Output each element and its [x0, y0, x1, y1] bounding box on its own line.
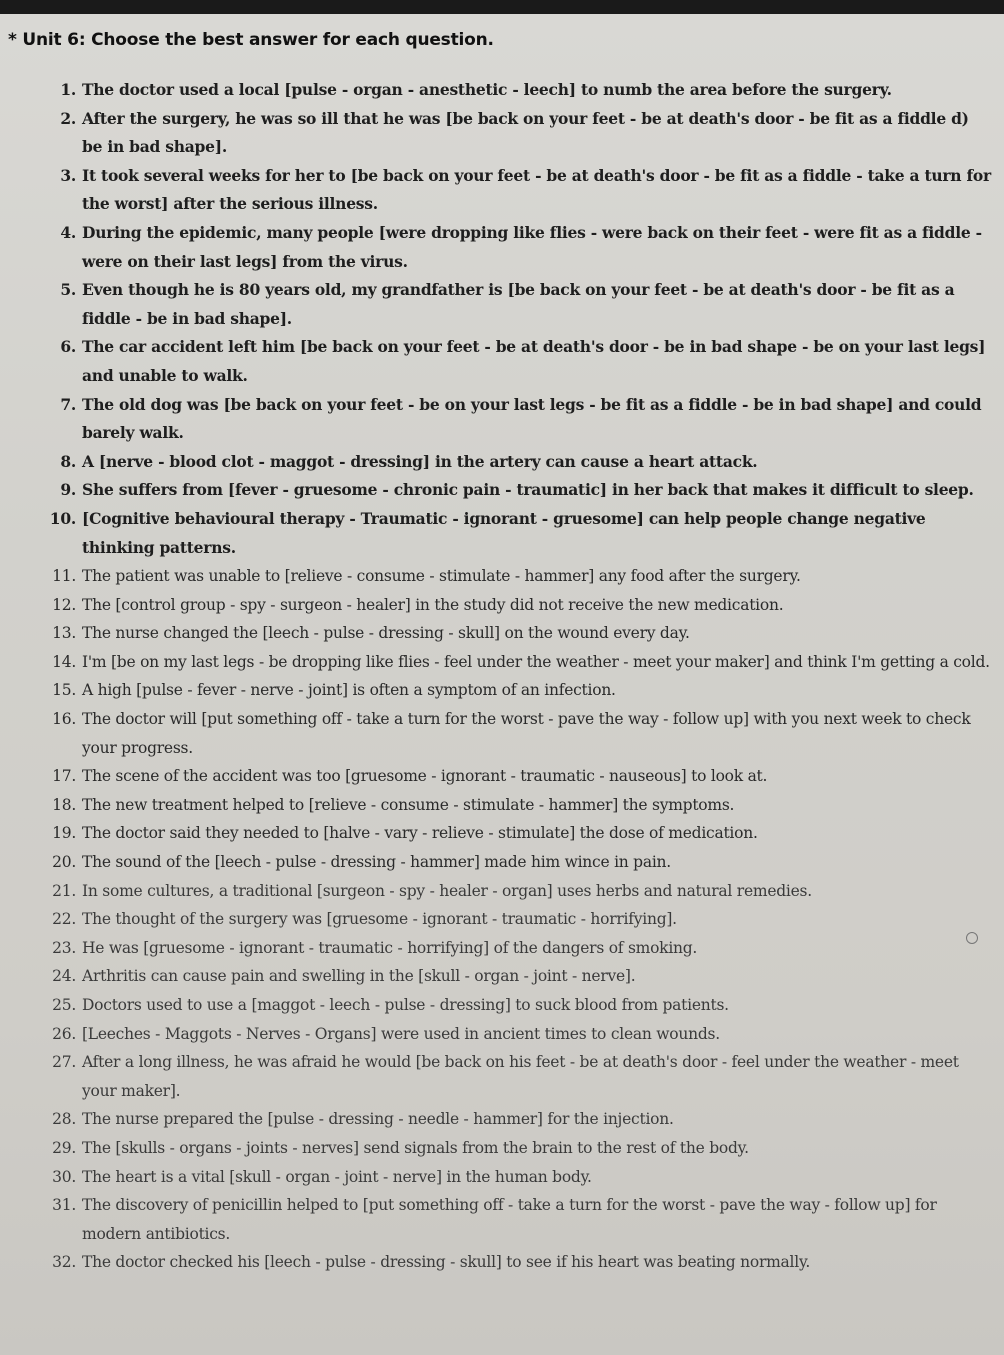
question-item — [0, 105, 1004, 162]
question-text: The heart is a vital [skull - organ - joint - nerve] in the human body. — [82, 1167, 592, 1186]
question-number: 24. — [52, 967, 76, 986]
question-item — [0, 705, 1004, 762]
question-item — [0, 162, 1004, 219]
question-text: The sound of the [leech - pulse - dressing - hammer] made him wince in pain. — [82, 853, 671, 872]
question-item — [0, 648, 1004, 677]
top-dark-border — [0, 0, 1004, 14]
question-number: 26. — [52, 1024, 76, 1043]
question-item — [0, 1248, 1004, 1277]
question-text: A [nerve - blood clot - maggot - dressing] in the artery can cause a heart attack. — [82, 451, 758, 471]
question-number: 9. — [60, 480, 76, 500]
question-number: 18. — [52, 795, 76, 814]
question-text: [Leeches - Maggots - Nerves - Organs] were used in ancient times to clean wounds. — [82, 1024, 720, 1043]
question-text: A high [pulse - fever - nerve - joint] is often a symptom of an infection. — [82, 681, 616, 700]
question-item — [0, 877, 1004, 906]
question-text: The doctor will [put something off - take a turn for the worst - pave the way - follow up] with you next week to check your progress. — [82, 710, 971, 757]
question-number: 7. — [60, 394, 76, 414]
question-text: Arthritis can cause pain and swelling in the [skull - organ - joint - nerve]. — [82, 967, 636, 986]
question-text: The thought of the surgery was [gruesome - ignorant - traumatic - horrifying]. — [82, 910, 677, 929]
question-item — [0, 991, 1004, 1020]
question-list — [0, 76, 1004, 1277]
question-number: 29. — [52, 1138, 76, 1157]
question-number: 23. — [52, 938, 76, 957]
question-item — [0, 762, 1004, 791]
question-number: 20. — [52, 853, 76, 872]
question-item — [0, 934, 1004, 963]
question-text: [Cognitive behavioural therapy - Traumatic - ignorant - gruesome] can help people change negative thinking patterns. — [82, 508, 926, 557]
question-text: Even though he is 80 years old, my grandfather is [be back on your feet - be at death's door - be fit as a fiddle - be in bad shape]. — [82, 280, 955, 328]
question-item — [0, 505, 1004, 562]
question-item — [0, 476, 1004, 505]
question-text: She suffers from [fever - gruesome - chronic pain - traumatic] in her back that makes it difficult to sleep. — [82, 480, 974, 500]
question-number: 32. — [52, 1253, 76, 1272]
question-number: 31. — [52, 1196, 76, 1215]
question-number: 27. — [52, 1053, 76, 1072]
question-number: 15. — [52, 681, 76, 700]
question-number: 12. — [52, 595, 76, 614]
question-item — [0, 848, 1004, 877]
question-item — [0, 1105, 1004, 1134]
question-text: He was [gruesome - ignorant - traumatic - horrifying] of the dangers of smoking. — [82, 938, 698, 957]
question-number: 6. — [60, 337, 76, 357]
question-text: The doctor checked his [leech - pulse - dressing - skull] to see if his heart was beating normally. — [82, 1253, 811, 1272]
question-number: 30. — [52, 1167, 76, 1186]
question-text: The doctor said they needed to [halve - vary - relieve - stimulate] the dose of medication. — [82, 824, 758, 843]
circle-mark-icon — [966, 932, 978, 944]
question-item — [0, 791, 1004, 820]
question-item — [0, 962, 1004, 991]
question-number: 8. — [60, 451, 76, 471]
question-number: 19. — [52, 824, 76, 843]
question-number: 4. — [60, 222, 76, 242]
question-text: In some cultures, a traditional [surgeon - spy - healer - organ] uses herbs and natural remedies. — [82, 881, 812, 900]
question-item — [0, 276, 1004, 333]
question-text: The patient was unable to [relieve - consume - stimulate - hammer] any food after the surgery. — [82, 567, 801, 586]
question-number: 22. — [52, 910, 76, 929]
worksheet-title: * Unit 6: Choose the best answer for each question. — [8, 30, 494, 50]
question-number: 16. — [52, 710, 76, 729]
question-text: After the surgery, he was so ill that he was [be back on your feet - be at death's door - be fit as a fiddle d) be in bad shape]. — [82, 108, 969, 157]
question-number: 10. — [49, 508, 76, 528]
question-text: The [control group - spy - surgeon - healer] in the study did not receive the new medication. — [82, 595, 784, 614]
question-item — [0, 448, 1004, 477]
question-number: 2. — [60, 108, 76, 128]
question-number: 17. — [52, 767, 76, 786]
question-number: 28. — [52, 1110, 76, 1129]
question-item — [0, 1020, 1004, 1049]
question-number: 21. — [52, 881, 76, 900]
question-item — [0, 333, 1004, 390]
question-item — [0, 1048, 1004, 1105]
question-number: 3. — [60, 165, 76, 185]
question-item — [0, 676, 1004, 705]
question-item — [0, 76, 1004, 105]
question-text: I'm [be on my last legs - be dropping like flies - feel under the weather - meet your maker] and think I'm getting a cold. — [82, 652, 990, 671]
question-text: The discovery of penicillin helped to [put something off - take a turn for the worst - pave the way - follow up] for modern antibiotics. — [82, 1196, 937, 1243]
question-text: The doctor used a local [pulse - organ - anesthetic - leech] to numb the area before the surgery. — [82, 80, 892, 99]
question-item — [0, 562, 1004, 591]
question-number: 14. — [52, 652, 76, 671]
question-number: 13. — [52, 624, 76, 643]
question-text: After a long illness, he was afraid he would [be back on his feet - be at death's door - feel under the weather - meet your maker]. — [82, 1053, 959, 1100]
question-item — [0, 905, 1004, 934]
question-text: Doctors used to use a [maggot - leech - pulse - dressing] to suck blood from patients. — [82, 996, 729, 1014]
question-item — [0, 1134, 1004, 1163]
question-text: The new treatment helped to [relieve - consume - stimulate - hammer] the symptoms. — [82, 795, 735, 814]
question-item — [0, 819, 1004, 848]
question-item — [0, 619, 1004, 648]
question-number: 5. — [60, 280, 76, 300]
question-text: The [skulls - organs - joints - nerves] send signals from the brain to the rest of the body. — [82, 1138, 749, 1157]
question-number: 11. — [52, 567, 76, 586]
question-item — [0, 219, 1004, 276]
question-text: The nurse changed the [leech - pulse - dressing - skull] on the wound every day. — [82, 624, 690, 643]
question-number: 1. — [60, 80, 76, 99]
question-text: The old dog was [be back on your feet - be on your last legs - be fit as a fiddle - be in bad shape] and could barely walk. — [82, 394, 982, 443]
question-item — [0, 591, 1004, 620]
question-item — [0, 1191, 1004, 1248]
question-text: It took several weeks for her to [be back on your feet - be at death's door - be fit as a fiddle - take a turn for the worst] after the serious illness. — [82, 165, 991, 214]
question-text: The scene of the accident was too [gruesome - ignorant - traumatic - nauseous] to look at. — [82, 767, 768, 786]
question-text: The car accident left him [be back on your feet - be at death's door - be in bad shape - be on your last legs] and unable to walk. — [82, 337, 986, 385]
question-number: 25. — [52, 996, 76, 1014]
question-text: During the epidemic, many people [were dropping like flies - were back on their feet - were fit as a fiddle - were on their last legs] from the virus. — [82, 222, 982, 271]
question-item — [0, 1163, 1004, 1192]
question-text: The nurse prepared the [pulse - dressing - needle - hammer] for the injection. — [82, 1110, 674, 1129]
question-item — [0, 391, 1004, 448]
